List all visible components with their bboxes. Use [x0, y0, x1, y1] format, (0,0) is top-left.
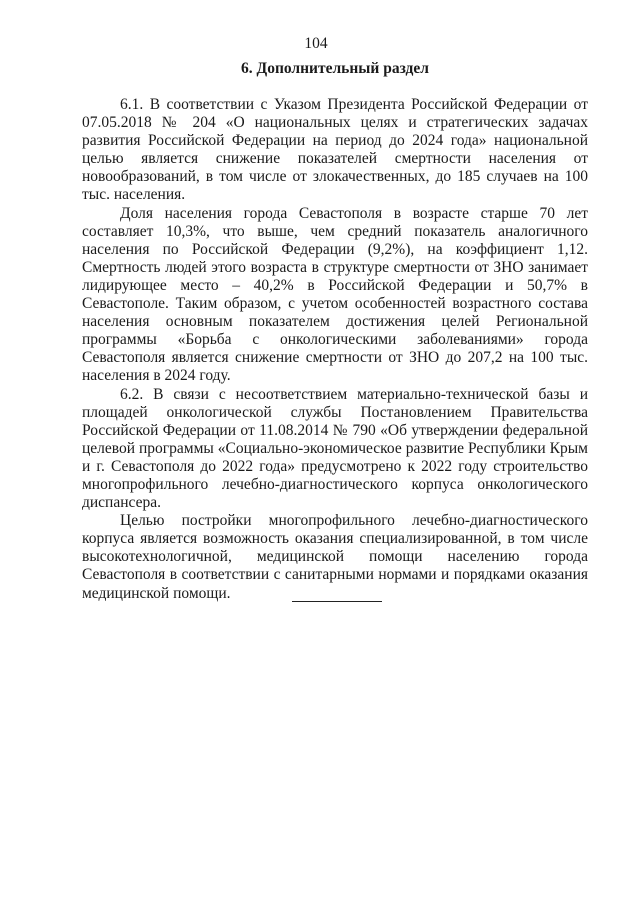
paragraph-age-statistics: Доля населения города Севастополя в возрасте старше 70 лет составляет 10,3%, что выше, чем средний показатель аналогичного населения по Российской Федерации (9,2%), на коэффициент 1,12. Смертность людей этого возраста в структуре смертности от ЗНО занимает лидирующее место – 40,2% в Российской Федерации и 50,7% в Севастополе. Таким образом, с учетом особенностей возрастного состава населения основным показателем достижения целей Региональной программы «Борьба с онкологическими заболеваниями» города Севастополя является снижение смертности от ЗНО до 207,2 на 100 тыс. населения в 2024 году.	[82, 204, 588, 385]
paragraph-6-2: 6.2. В связи с несоответствием материально-технической базы и площадей онкологической службы Постановлением Правительства Российской Федерации от 11.08.2014 № 790 «Об утверждении федеральной целевой программы «Социально-экономическое развитие Республики Крым и г. Севастополя до 2022 года» предусмотрено к 2022 году строительство многопрофильного лечебно-диагностического корпуса онкологического диспансера.	[82, 385, 588, 512]
paragraph-6-1: 6.1. В соответствии с Указом Президента Российской Федерации от 07.05.2018 № 204 «О национальных целях и стратегических задачах развития Российской Федерации на период до 2024 года» национальной целью является снижение показателей смертности населения от новообразований, в том числе от злокачественных, до 185 случаев на 100 тыс. населения.	[82, 96, 588, 204]
document-body	[82, 96, 588, 603]
end-of-document-rule	[292, 601, 382, 602]
section-title: 6. Дополнительный раздел	[241, 60, 429, 77]
paragraph-construction-goal: Целью постройки многопрофильного лечебно-диагностического корпуса является возможность оказания специализированной, в том числе высокотехнологичной, медицинской помощи населению города Севастополя в соответствии с санитарными нормами и порядками оказания медицинской помощи.	[82, 512, 588, 602]
page-number: 104	[304, 35, 328, 52]
